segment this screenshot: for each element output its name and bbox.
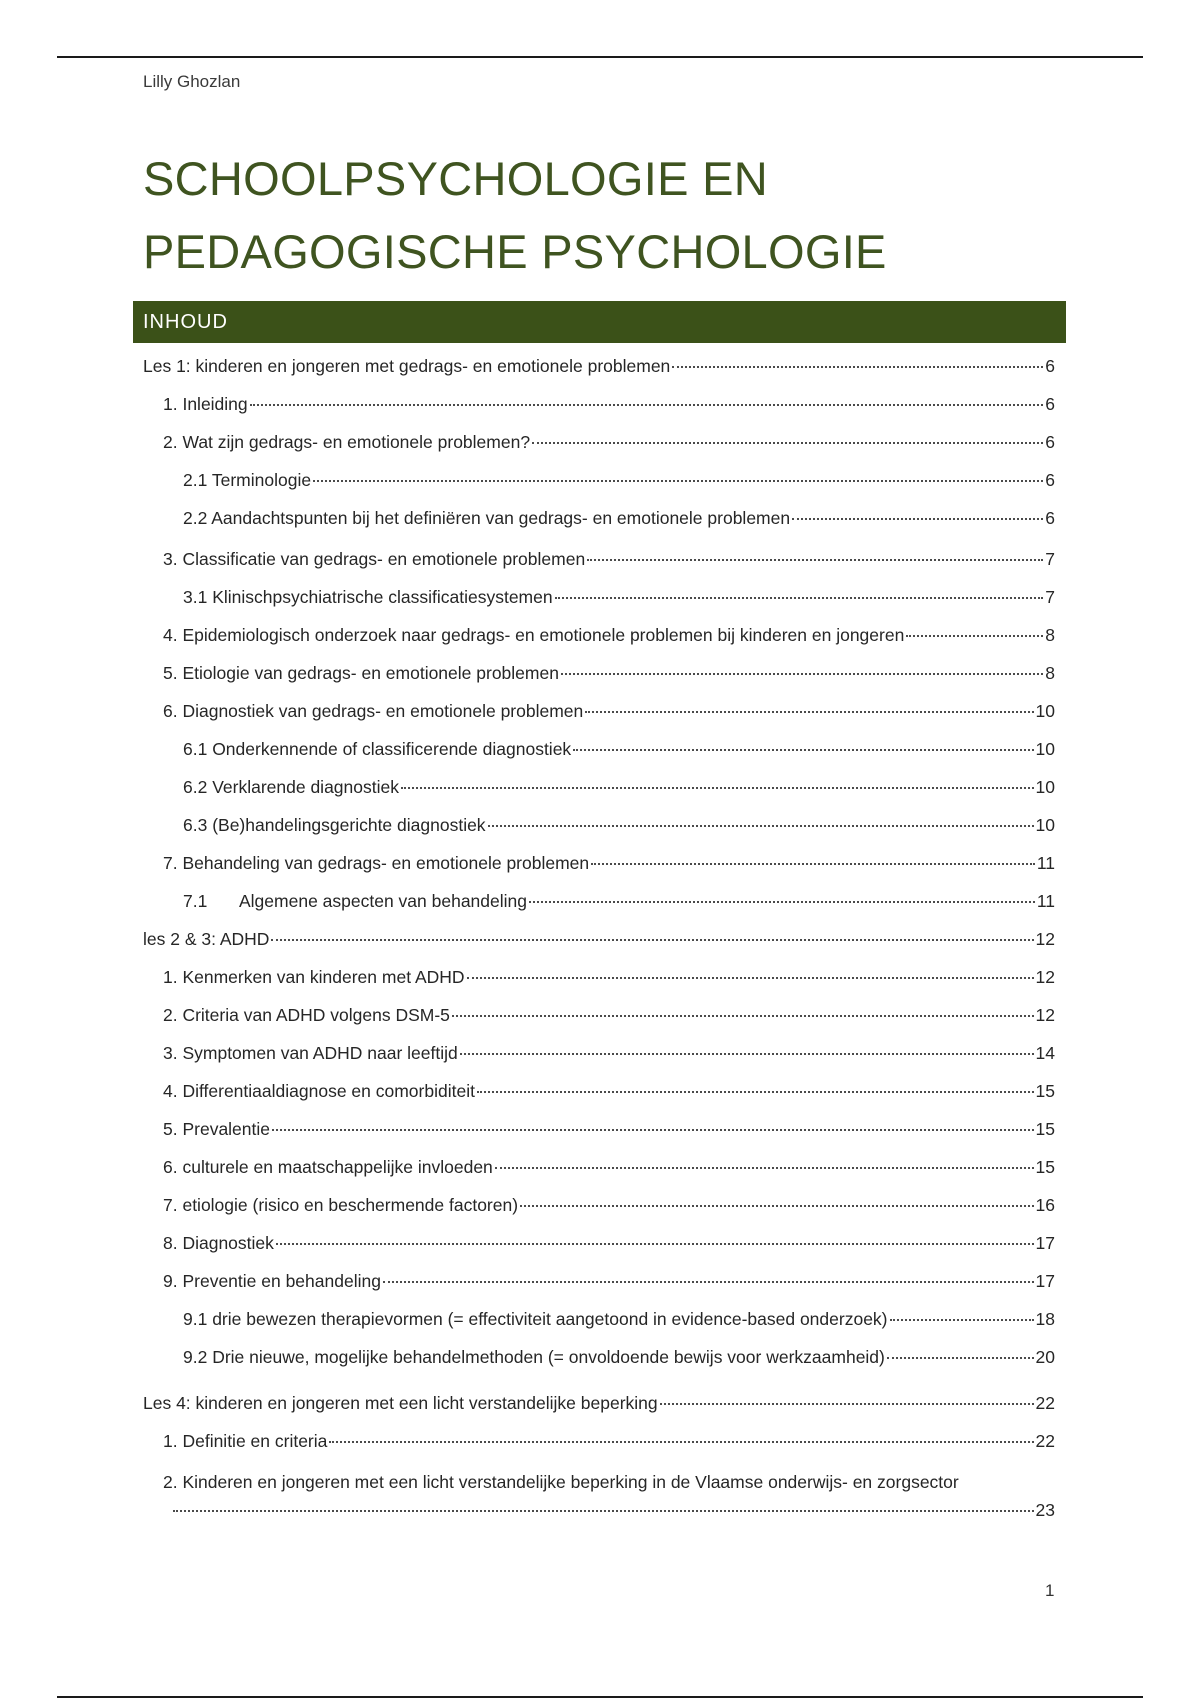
toc-entry[interactable]: 3. Classificatie van gedrags- en emotionele problemen 7 bbox=[163, 549, 1055, 569]
header-rule bbox=[57, 56, 1143, 58]
document-title bbox=[143, 142, 1103, 288]
toc-entry[interactable]: 6. culturele en maatschappelijke invloeden 15 bbox=[163, 1157, 1055, 1177]
toc-entry[interactable]: 1. Kenmerken van kinderen met ADHD 12 bbox=[163, 967, 1055, 987]
toc-entry[interactable]: 2.2 Aandachtspunten bij het definiëren van gedrags- en emotionele problemen 6 bbox=[183, 508, 1055, 528]
toc-entry[interactable]: 4. Epidemiologisch onderzoek naar gedrags- en emotionele problemen bij kinderen en jongeren 8 bbox=[163, 625, 1055, 645]
toc-entry[interactable]: 6.2 Verklarende diagnostiek 10 bbox=[183, 777, 1055, 797]
toc-entry[interactable]: 4. Differentiaaldiagnose en comorbiditeit 15 bbox=[163, 1081, 1055, 1101]
toc-entry[interactable]: 6.1 Onderkennende of classificerende diagnostiek 10 bbox=[183, 739, 1055, 759]
page-number: 1 bbox=[1045, 1581, 1055, 1600]
toc-entry[interactable]: Les 4: kinderen en jongeren met een licht verstandelijke beperking 22 bbox=[143, 1393, 1055, 1413]
toc-heading: INHOUD bbox=[133, 301, 1066, 343]
toc-entry[interactable]: 7. etiologie (risico en beschermende factoren) 16 bbox=[163, 1195, 1055, 1215]
toc-entry[interactable]: 2. Criteria van ADHD volgens DSM-5 12 bbox=[163, 1005, 1055, 1025]
toc-entry[interactable]: 5. Prevalentie 15 bbox=[163, 1119, 1055, 1139]
toc-entry[interactable]: 2.1 Terminologie 6 bbox=[183, 470, 1055, 490]
author-name: Lilly Ghozlan bbox=[143, 72, 241, 91]
toc-entry[interactable]: 7. Behandeling van gedrags- en emotionele problemen 11 bbox=[163, 853, 1055, 873]
toc-entry[interactable]: 5. Etiologie van gedrags- en emotionele problemen 8 bbox=[163, 663, 1055, 683]
toc-entry[interactable]: 6. Diagnostiek van gedrags- en emotionele problemen 10 bbox=[163, 701, 1055, 721]
toc-entry[interactable]: 3.1 Klinischpsychiatrische classificatiesystemen 7 bbox=[183, 587, 1055, 607]
toc-entry[interactable]: les 2 & 3: ADHD 12 bbox=[143, 929, 1055, 949]
footer-rule bbox=[57, 1696, 1143, 1698]
toc-entry[interactable]: 2. Wat zijn gedrags- en emotionele problemen? 6 bbox=[163, 432, 1055, 452]
toc-entry[interactable]: Les 1: kinderen en jongeren met gedrags- en emotionele problemen 6 bbox=[143, 356, 1055, 376]
title-line-2: PEDAGOGISCHE PSYCHOLOGIE bbox=[143, 225, 887, 278]
title-line-1: SCHOOLPSYCHOLOGIE EN bbox=[143, 152, 768, 205]
toc-entry[interactable]: 2. Kinderen en jongeren met een licht verstandelijke beperking in de Vlaamse onderwijs- en zorgsector 23 bbox=[163, 1472, 1055, 1520]
toc-entry[interactable]: 9. Preventie en behandeling 17 bbox=[163, 1271, 1055, 1291]
toc-entry[interactable]: 8. Diagnostiek 17 bbox=[163, 1233, 1055, 1253]
toc-entry[interactable]: 9.2 Drie nieuwe, mogelijke behandelmethoden (= onvoldoende bewijs voor werkzaamheid) 20 bbox=[183, 1347, 1055, 1367]
toc-entry[interactable]: 3. Symptomen van ADHD naar leeftijd 14 bbox=[163, 1043, 1055, 1063]
toc-entry[interactable]: 1. Inleiding 6 bbox=[163, 394, 1055, 414]
toc-entry[interactable]: 1. Definitie en criteria 22 bbox=[163, 1431, 1055, 1451]
toc-entry[interactable]: 6.3 (Be)handelingsgerichte diagnostiek 10 bbox=[183, 815, 1055, 835]
toc-entry[interactable]: 9.1 drie bewezen therapievormen (= effectiviteit aangetoond in evidence-based onderzoek) 18 bbox=[183, 1309, 1055, 1329]
toc-entry[interactable]: 7.1 Algemene aspecten van behandeling 11 bbox=[183, 891, 1055, 911]
